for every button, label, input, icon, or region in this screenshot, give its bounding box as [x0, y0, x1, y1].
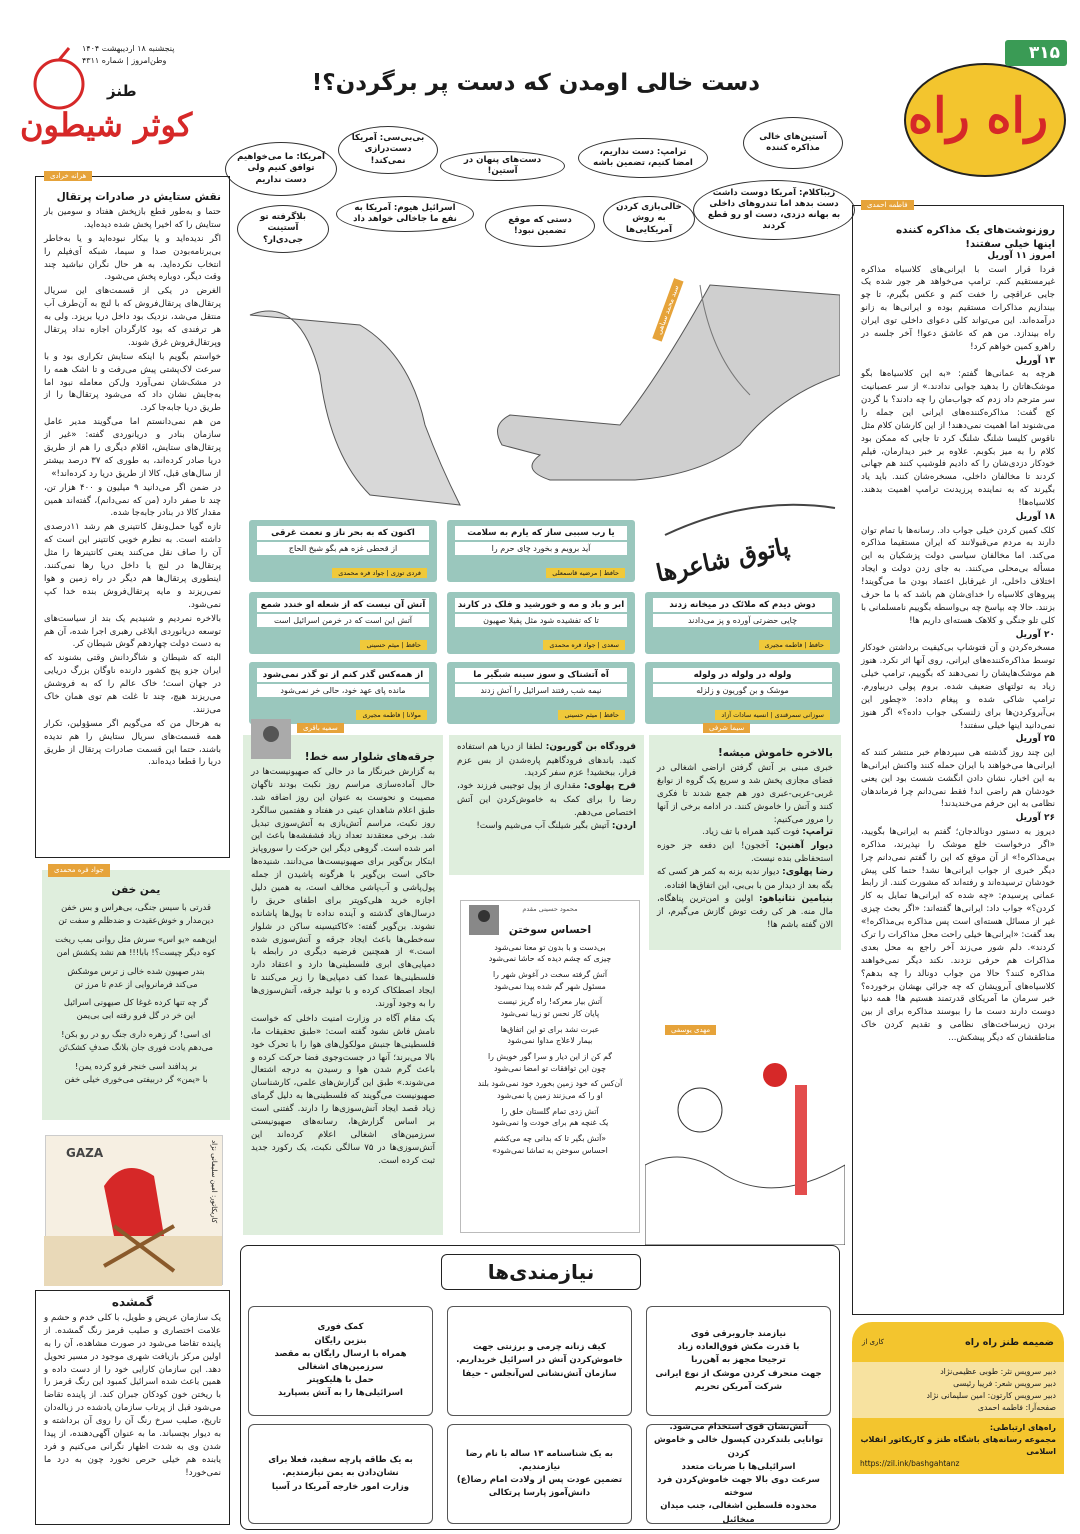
ad-line: بنزین رایگان [314, 1335, 367, 1346]
poem-line: از قحطی غزه هم بگو شیخ الحاج [257, 542, 429, 555]
classifieds-section [240, 1245, 840, 1530]
poem-card-1 [447, 520, 635, 582]
shalvar-section [243, 724, 443, 1235]
poem-line: «آتش بگیر تا که بدانی چه می‌کشم [493, 1134, 607, 1144]
news-intro: خبری مبنی بر آتش گرفتن اراضی اشغالی در فضای مجازی پخش شد و سریع یک گروه از نوابغ غربی-عربی-عبری دور هم جمع شدند تا فکری کنند و آتش را خاموش کنند. در ادامه برخی از آنها را مرور می‌کنیم: [657, 763, 833, 825]
ad-1 [646, 1306, 831, 1416]
left-column-author: هرانه خرادی [44, 171, 92, 181]
paragraph: اگر ندیده‌اید و یا بیکار نبوده‌اید و یا به‌خاطر بی‌برنامه‌بودن صدا و سیما، شبکه آی‌فیلم را انتخاب نکرده‌اید. به هر حال نگران نباشید چند وقت دیگر، دوباره پخش می‌شود. [44, 233, 221, 283]
poem-byline: حافظ | میثم حسینی [558, 710, 625, 720]
diary-date: ۲۶ آوریل [1015, 813, 1055, 824]
diary-date: ۲۵ آوریل [1015, 734, 1055, 745]
ad-line: کیف زنانه چرمی و برزنتی جهت [473, 1342, 606, 1353]
section-header [12, 44, 227, 170]
diary-entry: دیروز به دستور دونالدجان؛ گفتم به ایرانی‌ها بگویید، «اگر درخواست خلع موشک را نپذیرند، مذاکره بی‌مذاکره!» از آن موقع که این را گفتم نمی‌دانم چرا دیگر خبری از جواب ایرانی‌ها نشد! حتما کلی پیش خودشان ترسیده‌اند و رفته‌اند که مشورت کنند. از رابط عمانی پرسیدم: «چه شده که ایرانی‌ها تمایل به کار کردن؟» جواب داد: ایرانی‌ها گفته‌اند: «اگر بحث چیزی غیر از مسائل هسته‌ای است پس مذاکره بی‌مذاکره!» بعد گفت: «ایرانی‌ها خیلی راحت محل مذاکرات را ترک کردند». دلم شور می‌زند آخر راجع به محل بعدی مذاکرات هم حرفی نزدند. نکند دیگر نمی‌خواهند مذاکره کنند؟ حالا من جواب دونالد را چه بدهم؟ کلاسیاه‌های آبرویشان که چه جرائی بهشان برخورده؟ خبر سرمان ما آمریکای قدرتمند هستیم ها! همه دنیا دوست دارند دست ما را ببوسند مذاکره برای از بین بردن زیرساخت‌های نظامی و تقدیم کردن خاک مناطقشان که دیگر پیشکش... [861, 826, 1055, 1044]
poem-line: دوش دیدم که ملائک در میخانه زدند [653, 598, 832, 612]
yemen-title: یمن خفن [111, 884, 161, 896]
poetry-title: پاتوق شاعرها [653, 531, 792, 588]
poem-card-7 [447, 662, 635, 724]
shalvar-author: سمیه باقری [297, 723, 344, 733]
poem-card-4 [447, 592, 635, 654]
poem-line: عبرت نشد برای تو این اتفاق‌ها [500, 1024, 600, 1034]
drowning-cartoon-icon [645, 1015, 845, 1245]
main-cartoon [240, 255, 840, 517]
diary-entry: فردا قرار است با ایرانی‌های کلاسیاه مذاکره غیرمستقیم کنم. ترامپ می‌خواهد هر جور شده یک جایی عراقچی را خفت کنم و عکس بگیرم، تا چو بیندازیم مذاکرات مستقیم بوده و ایرانی‌ها به زانو درآمده‌اند. این می‌تواند کلی دعوای داخلی توی ایران راه بیندازد. من هم که عاشق دعوا! آخر جلسه در راهرو کمین خواهم کرد! [861, 264, 1055, 352]
ad-2 [447, 1306, 632, 1416]
issue-number: ۳۱۵ [1028, 43, 1060, 63]
poem-line: قدرتی با سیس جنگی، بی‌هراس و بس خفن [61, 902, 211, 913]
poem-line: چون این توافقات تو امضا نمی‌شود [494, 1063, 606, 1073]
ad-3 [248, 1306, 433, 1416]
ad-line: سرزمین‌های اشغالی [297, 1362, 384, 1372]
poem-line: ابر و باد و مه و خورشید و فلک در کارند [455, 598, 627, 612]
diary-author: فاطمه احمدی [861, 200, 914, 210]
news-item: فوت کنید همراه با تف زیاد. [702, 827, 800, 838]
paragraph: به هرحال من که می‌گویم اگر مسؤولین، تکرار همه قسمت‌های سریال ستایش را هم ندیده باشند، حتما این قسمت صادرات پرتقال از طریق دریا را قطعا دیده‌اند. [44, 718, 221, 768]
bubble-10: بلاگرفته تو آستینت جی‌دی‌ار؟ [237, 205, 329, 253]
headline: دست خالی اومدن که دست پر برگردن؟! [311, 70, 760, 96]
shalvar-body: به گزارش خبرنگار ما در حالی که صهیونیست‌ها در حال آماده‌سازی مراسم روز نکبت بودند ناگهان مصیبت و نحوست به عنوان این روز اضافه شد. طبق اعلام شاهدان عینی در هفتاد و هفتمین سالگرد روز نکبت، مراسم آتش‌بازی به آتش‌سوزی تبدیل شد. برخی معتقدند تعداد زیاد فشفشه‌ها باعث این امر شده است. گروهی دیگر این حرکت را سوروپایز ابتکار بن‌گویر برای صهیونیست‌ها می‌دانند. شنیده‌ها حاکی است بن‌گویر با هرگونه پاشیدن از جمله پول‌پاشی و آب‌پاشی مخالف است، به همین دلیل اجازه خرید هلی‌کوپتر برای اطفای حریق را درسال‌های گذشته و آینده نداده تا پول‌ها پاشانده نشوند. بن‌گویر گفته: «کاکتیسینه ساکن در شلوار سه‌خطی‌ها باعث ایجاد جرقه و آتش‌سوزی شده است.» از همچنین فرضیه دیگری در رابطه با دمپایی‌های ابری فلسطینی‌ها دارد و اعتقاد دارد فلسطینی‌ها عمدا کف دمپایی‌ها را زیر می‌کنند تا ایجاد اصطکاک کرده و با تولید جرقه، آتش‌سوزی‌ها را به وجود آورند. [251, 767, 435, 1010]
ad-line: جهت منحرف کردن موشک از نوع ایرانی [655, 1368, 822, 1379]
poem-line: مسئول شهر گم شده پیدا نمی‌شود [494, 981, 606, 991]
ad-line: کمک فوری [317, 1322, 364, 1333]
poem-byline: سعدی | جواد فره محمدی [543, 640, 625, 650]
sleeve-cartoon-icon [240, 255, 840, 517]
poem-line: پایان کار نحس تو زیبا نمی‌شود [500, 1008, 600, 1018]
ad-line: اسرائیلی‌ها با ضربات متعدد [681, 1461, 796, 1472]
gaza-label: GAZA [66, 1146, 104, 1160]
news-author: سیما شرفی [703, 723, 750, 733]
paragraph: البته که شیطان و شاگردانش وقتی بشنوند که ایران جزو پنج کشور دارنده ناوگان بزرگ دریایی در جهان است؛ خاک عالم را که به فروشش می‌ریزند هیچ، چند تا غلت هم توی همان خاک می‌زنند. [44, 653, 221, 715]
poem-line: آتش بیار معرکه! راه گریز نیست [497, 997, 603, 1007]
news-item: دیوار ندبه بزنه به کمر هر کسی که بگه بعد از دیدار من با بی‌بی، این اتفاق‌ها افتاده. [657, 867, 833, 891]
poem-line: آتش این است که در خرمن اسرائیل است [257, 614, 429, 627]
diary-entry: هرچه به عمانی‌ها گفتم: «به این کلاسیاه‌ها بگو موشک‌هاتان را بدهید جوابی ندادند.» از سر عصبانیت سر مترجم داد زدم که جواب‌مان را چه دادند؟ با گردن کج گفت: مذاکره‌کننده‌های ایرانی این جمله را می‌شنوند اما اهمیت نمی‌دهند! از این کارشان کلام مثل ناقوس کلیسا شلنگ شلنگ کرد تا جایی که ممکن بود کلام را به میز بکوبم. علاوه بر خبر دیدارمان، فیلم خودکار دزدی‌شان را که دادیم فلوشیپ کنند هم جهانی کردند تا مخالفان داخلی، مسخره‌شان کنند. باید یاد بگیرند که به نماینده پرزیدنت ترامپ اهمیت بدهند. کلاسیاه‌ها! [861, 369, 1055, 509]
classifieds-title: نیازمندی‌ها [441, 1254, 641, 1290]
poem-byline: مولانا | فاطمه مجیری [356, 710, 427, 720]
news-body [657, 762, 833, 932]
ad-line: نشان‌دادن به یمن نیازمندیم. [282, 1468, 399, 1479]
ad-6 [248, 1424, 433, 1524]
poem-line: ای اسی! گر زهره داری جنگ رو در رو بکن! [61, 1029, 211, 1040]
ordon-title: اردن: [611, 820, 636, 831]
news-who: بنیامین نتانیاهو: [759, 893, 833, 904]
ad-line: توانایی بلندکردن کپسول خالی و خاموش کردن [653, 1435, 824, 1459]
poem-line: تا که تفشیده شود مثل پفیلا صهیون [455, 614, 627, 627]
poem-line: یا رب سببی ساز که یارم به سلامت [455, 526, 627, 540]
bubble-2: ترامپ: دست نداریم، امضا کنیم، تضمین باشه [578, 138, 708, 178]
logo-text: راه راه [907, 88, 1048, 144]
ad-4 [646, 1424, 831, 1524]
poem-line: بیمار لاعلاج مداوا نمی‌شود [507, 1036, 593, 1046]
lost-body: یک سازمان عریض و طویل، با کلی خدم و حشم و علامت اختصاری و صلیب قرمز رنگ گمشده. از پاینده تقاضا می‌شود در صورت مشاهده، آن را به اولین مرکز بازیافت شهری موجود در مسیر تحویل دهد. این سازمان کارایی خود را از دست داده و همین باعث شده اسرائیل کمبود این رنگ قرمز را با ریختن خون کودکان جبران کند. از پاینده تقاضا می‌شود قبل از پرتاب سازمان یادشده در زباله‌دان تاریخ، صلیب سرخ رنگ آن را روی آن برداشته و به دیوار بچسباند. ما به عنوان آگهی‌دهنده، از پیدا شدن وی به شدت اظهار نگرانی می‌کنیم و فرد یابنده هم خیلی حرص نخورد چون به درد ما نمی‌خورد! [44, 1313, 221, 1478]
poem-line: آه آتشناک و سوز سینه شبگیر ما [455, 668, 627, 682]
paragraph: خواستم بگویم با اینکه ستایش تکراری بود و با سرعت لاک‌پشتی پیش می‌رفت و تا اشک همه را در مشک‌شان نمی‌آورد ول‌کن معامله نبود اما به‌جایش نشان داد که می‌شود پرتقال‌ها را از طریق دریا جابه‌جا کرد. [44, 351, 221, 414]
credits-header [852, 1322, 1064, 1362]
author-avatar [469, 905, 499, 935]
poem-line: مانده پای عهد خود، حالی خر نمی‌شود [257, 684, 429, 697]
org-name: مجموعه رسانه‌های باشگاه طنز و کاریکاتور انقلاب اسلامی [860, 1435, 1056, 1457]
ad-line: دانش‌آموز پارسا پرتکالی [488, 1488, 591, 1499]
airport-text: لطفا از دریا هم استفاده کنید. باندهای فرودگاهیم پاره‌شدن از بس عزم فرار، ببخشید! عزم سفر کردید. [457, 742, 636, 779]
credits-contact [852, 1418, 1064, 1473]
credit-line: دبیر سرویس شعر: فریبا رئیسی [953, 1379, 1056, 1389]
news-item: آخجون! این دفعه جز حوزه استحفاظی بنده نیست. [657, 840, 833, 865]
ad-line: به یک شناسنامه ۱۳ ساله با نام رضا نیازمندیم. [466, 1448, 613, 1472]
ad-line: به یک طاقه پارچه سفید، فعلا برای [268, 1455, 413, 1466]
poem-byline: حافظ | فاطمه مجیری [759, 640, 830, 650]
lost-section [35, 1290, 230, 1525]
left-column-title: نقش ستایش در صادرات پرتقال [56, 191, 221, 203]
poem-line: از همه‌کس گذر کنم از تو گذر نمی‌شود [257, 668, 429, 682]
airport-body [457, 741, 636, 833]
news-who: رضا پهلوی: [782, 867, 834, 878]
poem-line: بی‌دست و با بدون تو معنا نمی‌شود [494, 942, 606, 952]
diary-subtitle: اینها خیلی سفتند! [965, 239, 1055, 250]
farah-title: فرح پهلوی: [583, 781, 636, 792]
poem-line: این خر در گل فرو رفته ابی بی‌یمن [76, 1010, 196, 1021]
ad-line: نیازمند جاروبرقی قوی [690, 1329, 787, 1340]
bubble-8: دستی که موقع تضمین نبود! [485, 205, 595, 247]
diary-column [852, 201, 1064, 1315]
diary-entry: این چند روز گذشته هی سپردهام خبر منتشر کنند که ایرانی‌ها می‌خواهند با ایران حمله کنند واکنش ایرانی‌ها به این اخبار، نشان دادن انگشت شست بود این یعنی خودشان هم راضی اند! فقط نمی‌دانم چرا فرماندهان نظامی به این حرفم می‌خندیدند! [861, 747, 1055, 810]
ad-line: محدوده فلسطین اشغالی، جنب میدان میخائیل [660, 1501, 817, 1525]
bubble-3: دست‌های پنهان در آستین! [440, 151, 565, 181]
bubble-5: آمریکا: ما می‌خواهیم توافق کنیم ولی دست نداریم [225, 142, 337, 196]
insert-logo: کوثر شیطون [20, 106, 193, 144]
bubble-6: زیباکلام: آمریکا دوست داشت دست بدهد اما تندروهای داخلی به بهانه دزدی، دست او رو قطع کردند [693, 180, 855, 240]
poem-line: او را که می‌زنند زمین پا نمی‌شود [497, 1091, 603, 1101]
diary-entry: کلک کمین کردن خیلی جواب داد. رسانه‌ها با تمام توان دارند به مردم می‌قبولانند که ایران مستقیما مذاکره می‌کند. اما مخالفان سیاسی دولت پزشکیان به این مسأله بی‌محلی می‌کنند. به جای زدن دولت و ایجاد اختلاف داخلی، از غیرقابل اعتماد بودن ما می‌گویند! پیروهای کلاسیاه را خدای‌شان هم باشد که با ما حرف بزنند. حالا چه بپاسخ چه بی‌واسطه بگوییم نامسلمانی با کلی تلو جنگی و کلاهک هسته‌ای داریم ها! [861, 525, 1055, 626]
feeling-poem [460, 900, 640, 1233]
poem-line: این‌همه «یو اس» سرش مثل روانی بمب ریخت [55, 933, 217, 944]
ad-line: حمل با هلیکوپتر [307, 1375, 374, 1386]
poem-line: دین‌مدار و خوش‌عقیدت و ضدظلم و سفت تن [58, 915, 214, 926]
yemen-author: جواد فره محمدی [48, 864, 110, 877]
ad-line: ترجیحا مجهز به آهن‌ربا [691, 1355, 786, 1366]
poem-line: بر پدافند اسی خنجر فرو کرده یمن! [74, 1060, 198, 1071]
news-section [649, 724, 841, 950]
poem-line: اکنون که به بحر ناز و نعمت غرقی [257, 526, 429, 540]
poem-line: چیزی که چشم دیده که حاشا نمی‌شود [488, 954, 612, 964]
poem-card-3 [645, 592, 840, 654]
news-who: دیوار آهنین: [775, 840, 833, 851]
paragraph: من هم نمی‌دانستم اما می‌گویند مدیر عامل سازمان بنادر و دریانوردی گفته: «غیر از پرتقال‌های ستایش، اقلام دیگری را هم از طریق دریا صادر کرده‌اند، به طوری که ۳۷ درصد بیشتر از سال‌های قبل، کالا از طریق دریا رد کرده‌اند!» [44, 417, 221, 479]
farah-text: مقداری از پول توجیبی فرزند خود، رضا را برای کمک به خاموش‌کردن این آتش اختصاص می‌دهم. [457, 781, 636, 818]
lost-title: گمشده [111, 1295, 154, 1309]
section-label: طنز [107, 82, 137, 100]
diary-date: امروز ۱۱ آوریل [987, 251, 1055, 261]
ad-line: سرعت دوی بالا جهت خاموش‌کردن فرد سوخته [657, 1475, 820, 1499]
news-item: اولین و امن‌ترین پناهگاه، مال منه. هر کی رفت توش گازش می‌گیرم، از الان گفته باشم ها! [657, 893, 833, 931]
cartoon2-credit: مهدی یوسفی [665, 1025, 716, 1035]
bomb-icon [24, 44, 94, 114]
poem-card-5 [249, 592, 437, 654]
ad-line: آتش‌نشان قوی استخدام می‌شود. [669, 1422, 808, 1433]
poem-line: با «یمن» گر دربیفتی می‌خوری خیلی خفن [64, 1073, 208, 1084]
ad-line: خاموش‌کردن آتش در اسرائیل خریداریم. [456, 1355, 623, 1366]
feeling-author: محمود حسینی مقدم [522, 905, 578, 913]
poem-line: می‌دهم یادت فوری جان بلانگ صدفِ کشک‌تَن [58, 1042, 214, 1052]
ad-line: وزارت امور خارجه آمریکا در آسیا [271, 1481, 410, 1492]
lost-cartoon [45, 1135, 223, 1285]
ordon-text: آتیش بگیر شیلنگ آب می‌شیم واست! [476, 820, 610, 831]
poem-line: چایی حضرتی آورده و پز می‌دادند [653, 614, 832, 627]
diary-date: ۱۸ آوریل [1015, 512, 1055, 523]
feeling-title: احساس سوختن [508, 923, 592, 936]
diary-entry: مسخره‌کردن و آن فتوشاپ بی‌کیفیت برداشتن خودکار توسط مذاکره‌کننده‌های ایرانی، روی آنها اثر نکرد. هنوز هم موشک‌هایشان را نمی‌دهند که بگوییم، ترامپ خیلی زیاد به تولتهای ضعیف شده. بروم پولی دربیاورم. ترامپ شاکی شده و پیغام داده: «چطور این بی‌آبروکردن‌ها برای زلنسکی جواب داده؟» اگر هنوز نمی‌دانید اینها خیلی سفتند! [861, 643, 1055, 731]
paragraph: بالاخره نمردیم و شنیدیم یک بند از سیاست‌های توسعه دریانوردی ابلاغی رهبری اجرا شده، آن هم به دست دولت چهاردهم گوش شیطان کر. [44, 613, 221, 650]
ad-line: شرکت آمریکن تحریم [694, 1381, 783, 1392]
bubble-1: آستین‌های خالی مذاکره کننده [743, 117, 843, 169]
left-column-body [44, 206, 221, 769]
date-line-2: وطن‌امروز | شماره ۴۳۱۱ [82, 56, 167, 65]
diary-date: ۱۳ آوریل [1015, 355, 1055, 366]
poem-byline: سوزانی سمرقندی | انسیه سادات آزاد [715, 710, 830, 720]
poem-byline: حافظ | مرضیه قاسمعلی [546, 568, 625, 578]
second-cartoon [645, 1015, 845, 1245]
diary-body [861, 250, 1055, 1045]
credits-link[interactable]: https://zil.ink/bashgahtanz [860, 1459, 960, 1469]
airport-section [449, 735, 644, 875]
poem-line: ولوله در ولوله در ولوله [653, 668, 832, 682]
poem-card-2 [249, 520, 437, 582]
poem-line: آتش زدی تمام گلستان خلق را [501, 1106, 599, 1116]
diary-title: روزنوشت‌های یک مذاکره کننده [895, 224, 1055, 236]
masthead-logo [900, 38, 1070, 178]
poem-line: گر چه تنها کرده غوغا کل صیهونی اسرائیل [63, 997, 209, 1008]
paragraph: در ضمن اگر می‌دانید ۹ میلیون و ۴۰۰ هزار تن، چند تا صفر دارد (من که نمی‌دانم)، گفته‌اند همین مقدار کالا در بنادر جابه‌جا شده. [44, 482, 222, 519]
paragraph: الغرض در یکی از قسمت‌های این سریال پرتقال‌های پرتقال‌فروش که با لنج به آن‌طرف آب منتقل می‌شد، نزدیک بود داخل دریا بریزد. ولی به هر ترفندی که بود کارگردان اجازه نداد پرتقال وپرتقال‌فروش غرق شوند. [44, 286, 221, 348]
bubble-9: اسرائیل هیوم: آمریکا به نفع ما جاخالی خواهد داد [336, 196, 474, 232]
news-who: ترامپ: [802, 827, 833, 838]
credit-line: دبیر سرویس کارتون: امین سلیمانی نژاد [926, 1391, 1056, 1401]
date-line: پنجشنبه ۱۸ اردیبهشت ۱۴۰۴ [82, 44, 175, 53]
poem-line: آتش گرفته سخت در آغوش شهر را [492, 969, 608, 979]
poem-byline: فردی توزی | جواد فره محمدی [332, 568, 427, 578]
credits-staff [852, 1362, 1064, 1418]
poem-line: کوه دیگر چیست؟! بابا!!! هم نشد یکشش امن [56, 946, 216, 957]
credit-line: صفحه‌آرا: فاطمه احمدی [977, 1403, 1056, 1413]
poem-card-8 [249, 662, 437, 724]
poem-line: احساس سوختن به تماشا نمی‌شود» [492, 1145, 608, 1155]
airport-title: فرودگاه بن گوریون: [545, 742, 636, 752]
poem-byline: حافظ | میثم حسینی [360, 640, 427, 650]
poem-line: آتش آن نیست که از شعله او خندد شمع [257, 598, 429, 612]
poem-line: نیمه شب رفتند اسرائیل را آتش زدند [455, 684, 627, 697]
poem-line: می‌کند فرمانروایی از عدم تا مرز تن [74, 978, 198, 989]
poem-line: گم کن از این دیار و سرا گور خویش را [487, 1052, 612, 1061]
ad-line: همراه با ارسال رایگان به مقصد [274, 1348, 407, 1359]
paragraph: حتما و به‌طور قطع بازپخش هفتاد و سومین بار ستایش را که اخیرا پخش شده دیده‌اید. [44, 207, 221, 230]
poem-line: یک غنچه هم برای خودت وا نمی‌شود [491, 1118, 609, 1128]
credit-line: دبیر سرویس نثر: طوبی عظیمی‌نژاد [940, 1367, 1056, 1376]
bubble-4: بی‌بی‌سی: آمریکا دست‌درازی نمی‌کند! [338, 126, 438, 174]
ad-line: تضمین عودت پس از ولادت امام رضا(ع) [456, 1475, 623, 1485]
shalvar-body-2: یک مقام آگاه در وزارت امنیت داخلی که خواست نامش فاش نشود گفته است: «طبق تحقیقات ما، فلسطینی‌ها جنبش مولکول‌های هوا را با تحرک خود بالا می‌برند؛ آنها در جست‌وجوی فضا حرکت کرده و باعث گرم شدن هوا و رسیدن به درجه اشتعال می‌شوند.» طبق این گزارش‌های علمی، کارشناسان صهیونیست می‌گویند که فلسطینی‌ها به دلیل گرمای زیاد قصد ایجاد آتش‌سوزی‌ها را دارند. گفتنی است بر اساس گزارش‌ها، رسانه‌های صهیونیستی سرزمین‌های اشغالی اعلام کرده‌اند این آتش‌سوزی‌ها در ۷۵ سالگی نکبت، یک رکورد جدید ثبت کرده است. [251, 1013, 435, 1166]
author-avatar [251, 719, 291, 759]
news-title: بالاخره خاموش میشه! [717, 747, 833, 759]
poem-line: بندر صهیون شده خالی ز ترس موشکش [67, 965, 205, 976]
diary-date: ۲۰ آوریل [1015, 629, 1055, 640]
credits-title: ضمیمه طنز راه راه [965, 1336, 1054, 1348]
poem-line: آن‌کس که خود زمین بخورد خود نمی‌شود بلند [477, 1079, 623, 1089]
poem-line: آید برویم و بخورد چای حرم را [455, 542, 627, 555]
ad-line: با قدرت مکش فوق‌العاده زیاد [677, 1342, 800, 1353]
poem-card-6 [645, 662, 840, 724]
credits-tag: کاری از [862, 1338, 884, 1346]
cartoon-credit: سید محمد سیاهی [653, 278, 684, 341]
lost-cartoon-credit: کاریکاتور: امین سلیمانی نژاد [210, 1140, 218, 1224]
bubble-7: خالی‌بازی کردن به روش آمریکایی‌ها [603, 196, 695, 242]
credits-section [852, 1322, 1064, 1527]
ad-line: اسرائیلی‌ها را به آتش بسپارید [278, 1388, 403, 1399]
paragraph: تازه گویا حمل‌ونقل کانتینری هم رشد ۱۱درصدی داشته است. به نظرم خوبی کانتینر این است که آن را صاف نقل می‌کنند یعنی کانتینرها را مثل پرتقال‌ها در لنج یا داخل دریا رها نمی‌کنند. اینطوری پرتقال‌ها هم دیگر در راه زمین و هوا نمی‌ریزند و مایه پرتقال‌فروش بنده خدا کپ نمی‌شود. [44, 522, 221, 610]
ad-line: سازمان آتش‌نشانی لس‌آنجلس - حیفا [462, 1368, 617, 1379]
shalvar-title: جرقه‌های شلوار سه خط! [304, 751, 435, 763]
yemen-poem [42, 866, 230, 1120]
poem-line: موشک و بن گوریون و زلزله [653, 684, 832, 697]
contact-label: راه‌های ارتباطی: [989, 1423, 1056, 1433]
quill-icon [660, 500, 840, 540]
left-column [35, 172, 230, 858]
ad-5 [447, 1424, 632, 1524]
